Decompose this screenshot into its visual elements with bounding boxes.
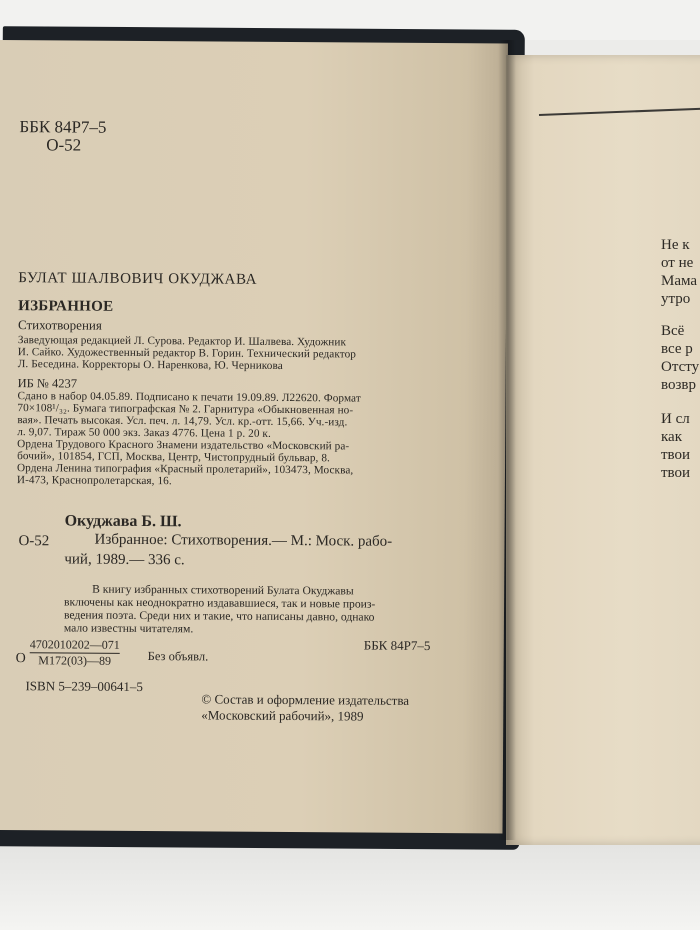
catalog-line-1: Избранное: Стихотворения.— М.: Моск. рабо- [94,531,393,550]
annotation-line-3: ведения поэта. Среди них и такие, что написаны давно, однако [63,608,375,624]
isbn: ISBN 5–239–00641–5 [25,678,143,695]
ib-number: ИБ № 4237 [17,376,78,391]
imprint-line-5: Ордена Трудового Красного Знамени издательство «Московский ра- [17,438,350,453]
subtitle: Стихотворения [17,317,102,333]
right-line-2: от не [661,255,694,271]
formula-note: Без объявл. [147,649,209,664]
index-code: О-52 [46,135,82,155]
right-line-1: Не к [661,237,690,253]
left-page [0,40,508,834]
catalog-line-2: чий, 1989.— 336 с. [64,551,185,569]
annotation-line-2: включены как неоднократно издававшиеся, так и новые произ- [64,595,376,611]
right-line-10: как [661,429,683,445]
right-line-3: Мама [661,273,698,289]
copyright-line-1: © Состав и оформление издательства [201,691,410,708]
editors-line-1: Заведующая редакцией Л. Сурова. Редактор И. Шалвева. Художник [17,334,347,349]
background-table [0,835,700,930]
right-line-11: твои [661,447,691,463]
book-gutter-shadow [498,40,516,840]
imprint-line-3: вая». Печать высокая. Усл. печ. л. 14,79. Усл. кр.-отт. 15,66. Уч.-изд. [17,414,348,429]
right-line-6: все р [661,341,693,357]
formula-prefix: О [15,651,26,667]
right-page [506,55,700,845]
right-line-5: Всё [661,323,685,339]
right-line-8: возвр [661,377,696,393]
bbk-code: ББК 84Р7–5 [19,117,107,137]
formula-fraction [30,637,120,669]
annotation-line-4: мало известны читателям. [63,621,194,636]
imprint-line-4: л. 9,07. Тираж 50 000 экз. Заказ 4776. Цена 1 р. 20 к. [17,426,271,440]
right-line-4: утро [661,291,691,307]
imprint-line-8: И-473, Краснопролетарская, 16. [16,474,172,488]
imprint-line-2: 70×108¹/₃₂. Бумага типографская № 2. Гарнитура «Обыкновенная но- [17,402,354,417]
imprint-line-1: Сдано в набор 04.05.89. Подписано к печати 19.09.89. Л22620. Формат [17,390,361,405]
copyright-line-2: «Московский рабочий», 1989 [201,707,364,724]
bbk-code-repeat: ББК 84Р7–5 [363,637,431,654]
right-line-7: Отсту [661,359,700,375]
formula-denominator: М172(03)—89 [38,653,112,668]
catalog-author: Окуджава Б. Ш. [64,512,182,531]
formula-numerator: 4702010202—071 [29,637,120,652]
imprint-line-7: Ордена Ленина типография «Красный пролетарий», 103473, Москва, [16,462,354,477]
book-title: ИЗБРАННОЕ [18,298,114,315]
catalog-index: О-52 [18,533,50,550]
editors-line-2: И. Сайко. Художественный редактор В. Горин. Технический редактор [17,346,357,361]
right-line-12: твои [661,465,691,481]
imprint-line-6: бочий», 101854, ГСП, Москва, Центр, Чистопрудный бульвар, 8. [17,450,331,465]
author-name: БУЛАТ ШАЛВОВИЧ ОКУДЖАВА [18,270,258,288]
right-line-9: И сл [661,411,690,427]
annotation-line-1: В книгу избранных стихотворений Булата Окуджавы [92,582,354,598]
editors-line-3: Л. Беседина. Корректоры О. Наренкова, Ю. Черникова [17,358,283,372]
